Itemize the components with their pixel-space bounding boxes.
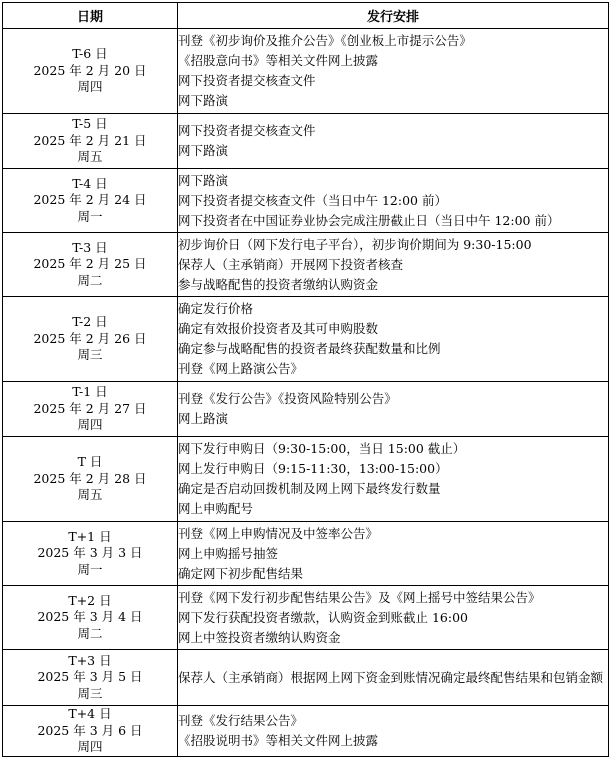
weekday-label: 周一 — [77, 208, 103, 224]
weekday-label: 周三 — [77, 347, 103, 363]
task-item: 刊登《网上申购情况及中签率公告》 — [178, 525, 379, 541]
day-label: T+4 日 — [68, 706, 112, 722]
calendar-date: 2025 年 3 月 5 日 — [37, 669, 143, 685]
task-item: 网下投资者提交核查文件 — [178, 123, 316, 138]
date-cell — [3, 650, 178, 706]
weekday-label: 周四 — [77, 417, 103, 433]
calendar-date: 2025 年 3 月 4 日 — [37, 609, 143, 625]
day-label: T-3 日 — [72, 239, 108, 255]
task-item: 确定发行价格 — [178, 301, 254, 316]
calendar-date: 2025 年 2 月 21 日 — [33, 132, 147, 148]
date-cell — [3, 522, 178, 586]
table-row — [3, 522, 609, 586]
tasks-cell — [178, 233, 609, 297]
day-label: T-2 日 — [72, 314, 108, 330]
table-row — [3, 706, 609, 757]
day-label: T 日 — [77, 454, 103, 470]
task-item: 保荐人（主承销商）开展网下投资者核查 — [178, 256, 404, 272]
day-label: T-6 日 — [72, 46, 108, 62]
day-label: T+3 日 — [68, 652, 112, 668]
table-row — [3, 586, 609, 650]
weekday-label: 周一 — [77, 561, 103, 577]
task-item: 保荐人（主承销商）根据网上网下资金到账情况确定最终配售结果和包销金额 — [178, 669, 604, 685]
offering-schedule-table — [2, 2, 609, 757]
task-item: 网上申购摇号抽签 — [178, 545, 279, 561]
tasks-cell — [178, 650, 609, 706]
date-cell — [3, 297, 178, 382]
table-header-row — [3, 3, 609, 29]
date-cell — [3, 706, 178, 757]
calendar-date: 2025 年 2 月 24 日 — [33, 192, 147, 208]
weekday-label: 周二 — [77, 272, 103, 288]
weekday-label: 周五 — [77, 487, 103, 503]
calendar-date: 2025 年 3 月 6 日 — [37, 722, 143, 738]
calendar-date: 2025 年 2 月 20 日 — [33, 62, 147, 78]
calendar-date: 2025 年 2 月 28 日 — [33, 470, 147, 486]
calendar-date: 2025 年 2 月 25 日 — [33, 256, 147, 272]
task-item: 网下路演 — [178, 172, 229, 188]
date-cell — [3, 586, 178, 650]
task-item: 网下投资者在中国证券业协会完成注册截止日（当日中午 12:00 前） — [178, 212, 560, 228]
weekday-label: 周五 — [77, 149, 103, 165]
tasks-cell — [178, 29, 609, 114]
table-row — [3, 169, 609, 233]
tasks-cell — [178, 382, 609, 437]
weekday-label: 周三 — [77, 685, 103, 701]
task-item: 参与战略配售的投资者缴纳认购资金 — [178, 276, 379, 292]
day-label: T-4 日 — [72, 175, 108, 191]
task-item: 刊登《发行结果公告》 — [178, 713, 304, 728]
task-item: 确定有效报价投资者及其可申购股数 — [178, 321, 379, 336]
date-cell — [3, 382, 178, 437]
table-row — [3, 233, 609, 297]
calendar-date: 2025 年 2 月 27 日 — [33, 400, 147, 416]
task-item: 网下发行申购日（9:30-15:00，当日 15:00 截止） — [178, 441, 466, 456]
tasks-cell — [178, 522, 609, 586]
task-item: 网下路演 — [178, 143, 229, 158]
tasks-cell — [178, 297, 609, 382]
weekday-label: 周四 — [77, 79, 103, 95]
task-item: 网下路演 — [178, 93, 229, 108]
tasks-cell — [178, 586, 609, 650]
tasks-cell — [178, 706, 609, 757]
task-item: 网上发行申购日（9:15-11:30，13:00-15:00） — [178, 461, 448, 476]
table-row — [3, 650, 609, 706]
task-item: 网下投资者提交核查文件（当日中午 12:00 前） — [178, 192, 447, 208]
day-label: T-5 日 — [72, 116, 108, 132]
tasks-cell — [178, 437, 609, 522]
task-item: 网下发行获配投资者缴款，认购资金到账截止 16:00 — [178, 609, 468, 625]
date-cell — [3, 437, 178, 522]
day-label: T-1 日 — [72, 384, 108, 400]
task-item: 网上中签投资者缴纳认购资金 — [178, 629, 341, 645]
task-item: 初步询价日（网下发行电子平台），初步询价期间为 9:30-15:00 — [178, 236, 532, 252]
date-cell — [3, 114, 178, 169]
table-row — [3, 382, 609, 437]
tasks-cell — [178, 169, 609, 233]
task-item: 《招股意向书》等相关文件网上披露 — [178, 53, 379, 68]
task-item: 确定网下初步配售结果 — [178, 565, 304, 581]
task-item: 确定参与战略配售的投资者最终获配数量和比例 — [178, 341, 441, 356]
task-item: 确定是否启动回拨机制及网上网下最终发行数量 — [178, 481, 441, 496]
weekday-label: 周二 — [77, 625, 103, 641]
table-row — [3, 437, 609, 522]
task-item: 《招股说明书》等相关文件网上披露 — [178, 733, 379, 748]
date-column-header: 日期 — [3, 3, 178, 29]
weekday-label: 周四 — [77, 739, 103, 755]
task-item: 刊登《发行公告》《投资风险特别公告》 — [178, 391, 397, 406]
date-cell — [3, 169, 178, 233]
table-row — [3, 297, 609, 382]
table-row — [3, 29, 609, 114]
day-label: T+2 日 — [68, 592, 112, 608]
task-item: 刊登《初步询价及推介公告》《创业板上市提示公告》 — [178, 33, 472, 48]
table-row — [3, 114, 609, 169]
task-item: 网下投资者提交核查文件 — [178, 73, 316, 88]
schedule-column-header: 发行安排 — [178, 3, 609, 29]
task-item: 刊登《网下发行初步配售结果公告》及《网上摇号中签结果公告》 — [178, 589, 541, 605]
task-item: 刊登《网上路演公告》 — [178, 361, 304, 376]
task-item: 网上申购配号 — [178, 501, 254, 516]
calendar-date: 2025 年 2 月 26 日 — [33, 330, 147, 346]
day-label: T+1 日 — [68, 528, 112, 544]
tasks-cell — [178, 114, 609, 169]
calendar-date: 2025 年 3 月 3 日 — [37, 545, 143, 561]
task-item: 网上路演 — [178, 411, 229, 426]
date-cell — [3, 233, 178, 297]
date-cell — [3, 29, 178, 114]
